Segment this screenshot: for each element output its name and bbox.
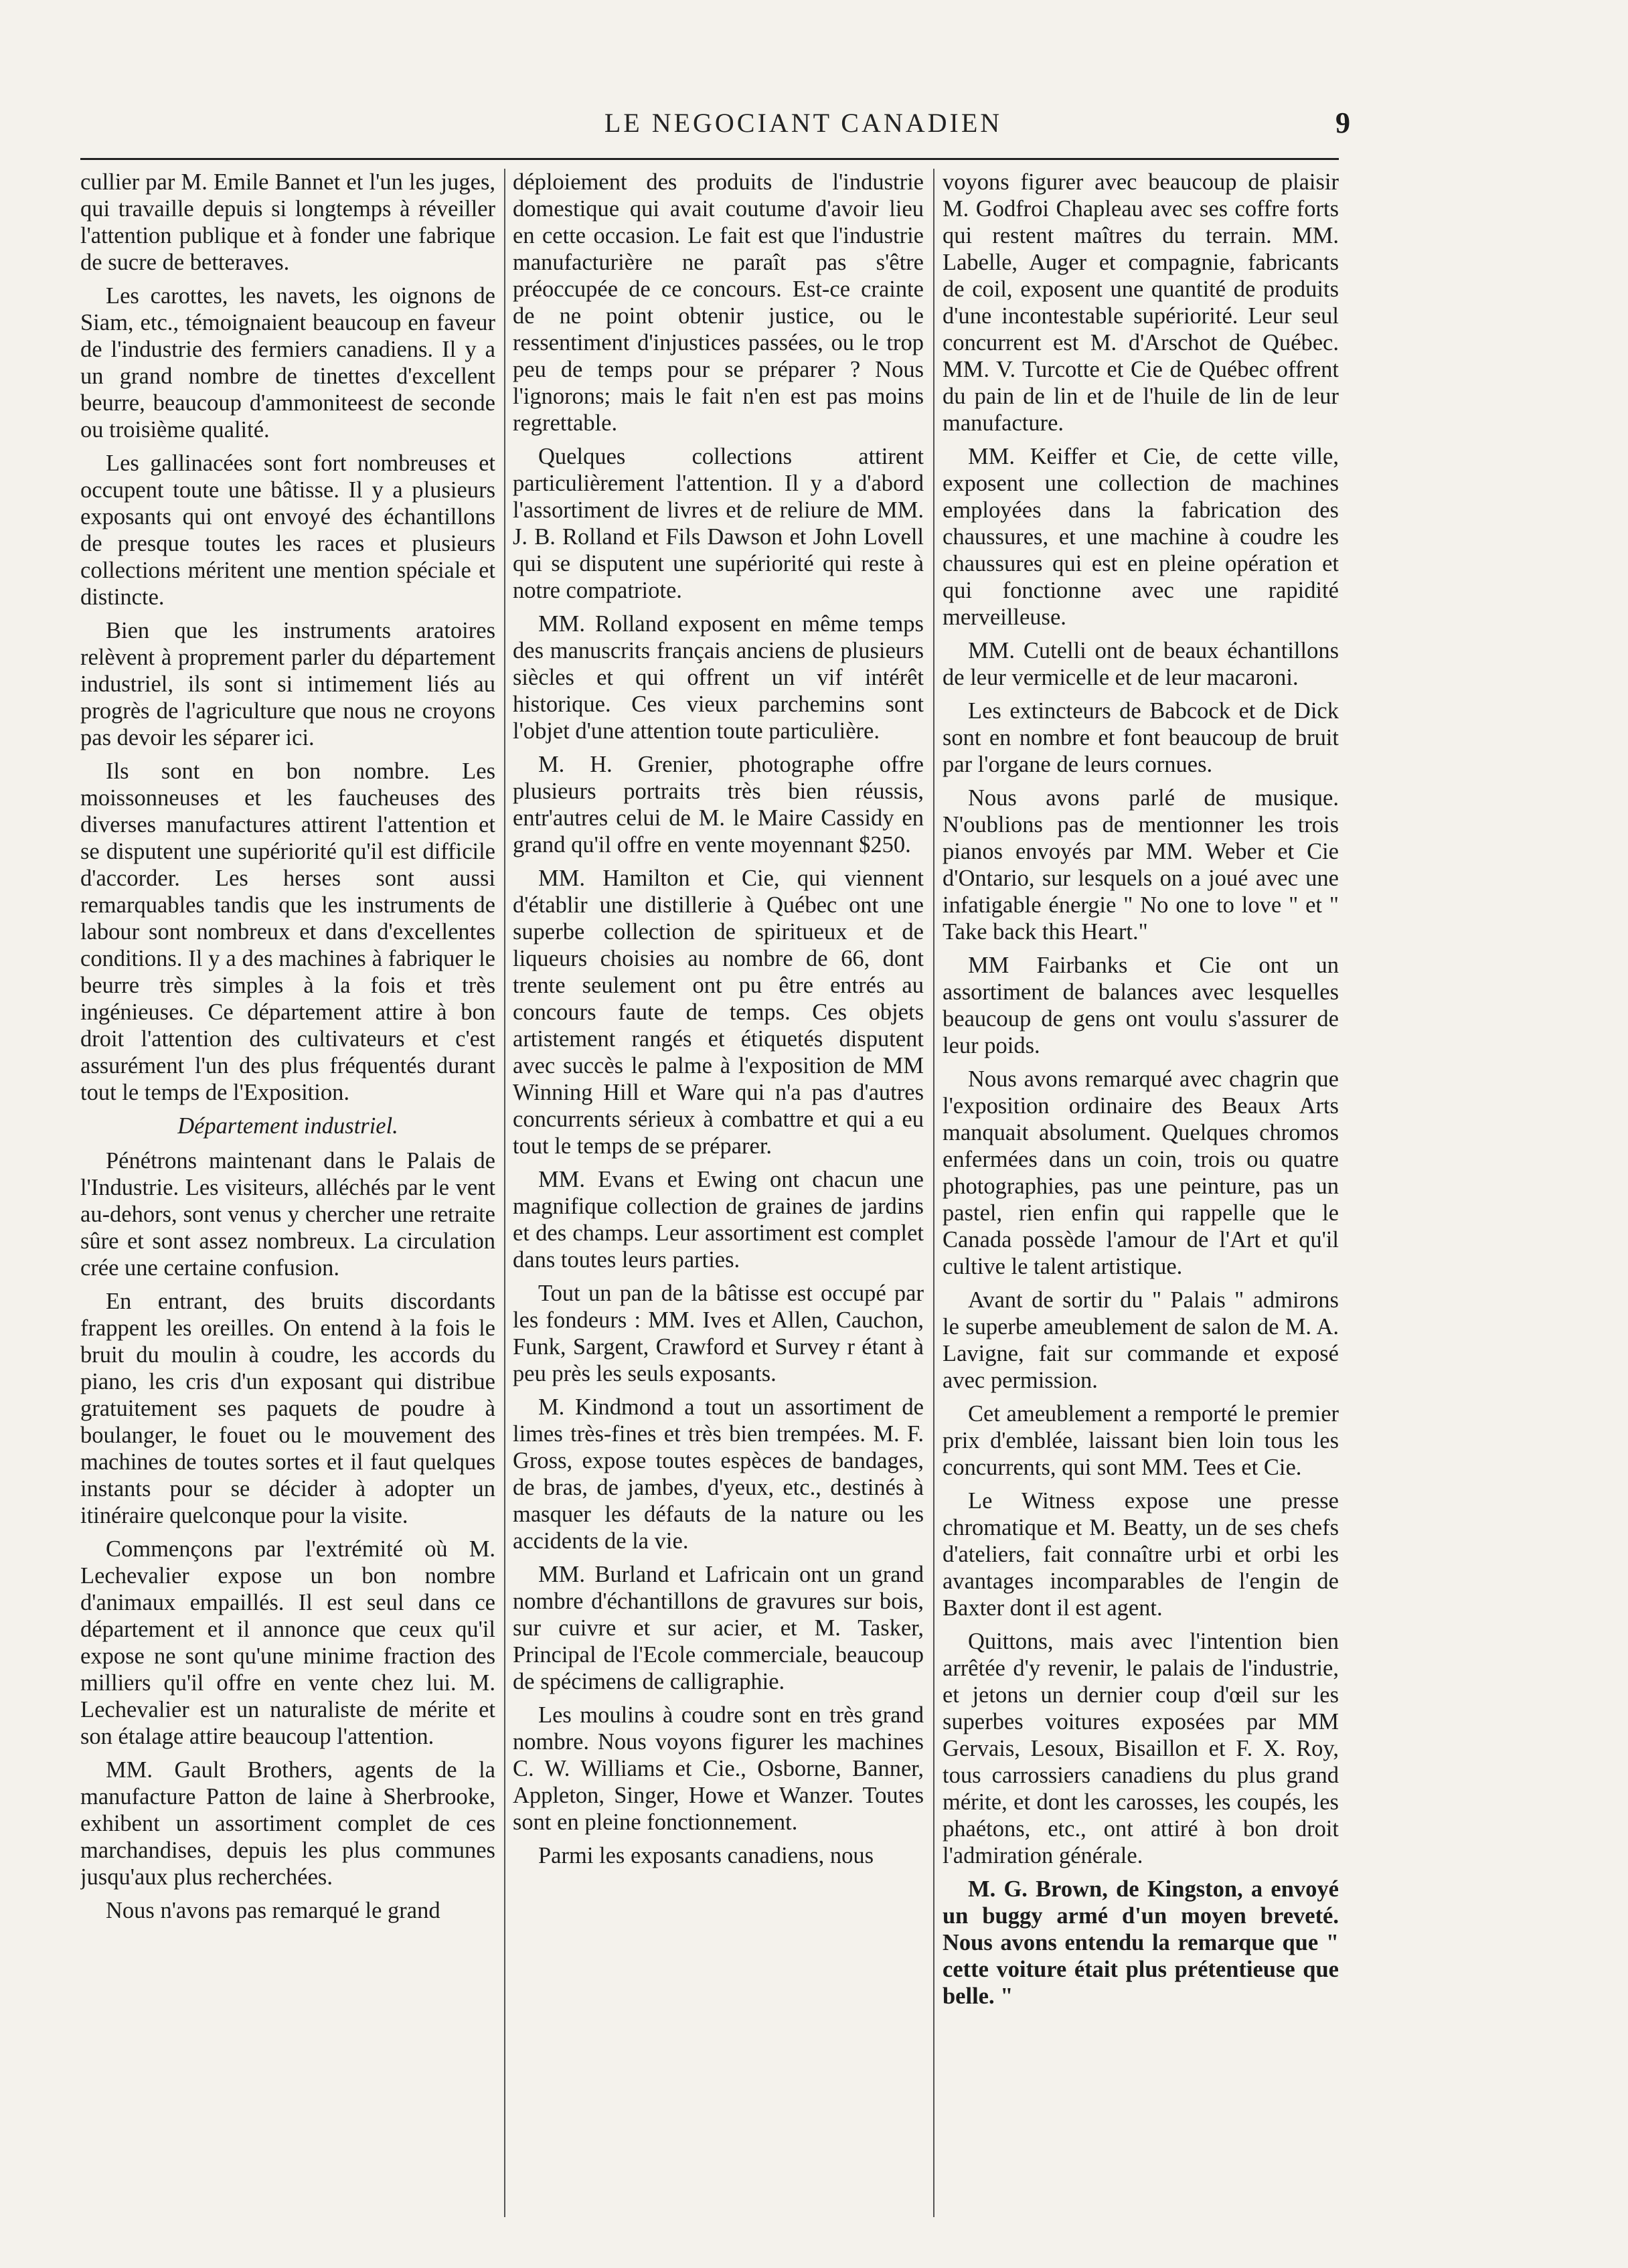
paragraph: MM. Cutelli ont de beaux échantillons de leur vermicelle et de leur macaroni. xyxy=(943,638,1339,690)
paragraph: M. Kindmond a tout un assortiment de limes très-fines et très bien trempées. M. F. Gross, expose toutes espèces de bandages, de bras, de jambes, d'yeux, etc., destinés à masquer les défauts de la nature ou les accidents de la vie. xyxy=(513,1394,924,1554)
running-head: LE NEGOCIANT CANADIEN xyxy=(604,108,1003,138)
header-rule xyxy=(80,158,1339,160)
paragraph: déploiement des produits de l'industrie domestique qui avait coutume d'avoir lieu en cette occasion. Le fait est que l'industrie manufacturière ne paraît pas s'être préoccupée de ce concours. Est-ce crainte de ne point obtenir justice, ou le ressentiment d'injustices passées, ou le trop peu de temps pour se préparer ? Nous l'ignorons; mais le fait n'en est pas moins regrettable. xyxy=(513,169,924,436)
paragraph: Nous avons remarqué avec chagrin que l'exposition ordinaire des Beaux Arts manquait absolument. Quelques chromos enfermées dans un coin, trois ou quatre photographies, pas une peinture, pas un pastel, rien enfin qui rappelle que le Canada possède l'amour de l'Art et qu'il cultive le talent artistique. xyxy=(943,1066,1339,1279)
column-1 xyxy=(80,169,495,2217)
paragraph: M. G. Brown, de Kingston, a envoyé un buggy armé d'un moyen breveté. Nous avons entendu la remarque que " cette voiture était plus prétentieuse que belle. " xyxy=(943,1876,1339,2009)
paragraph: MM. Gault Brothers, agents de la manufacture Patton de laine à Sherbrooke, exhibent un assortiment complet de ces marchandises, depuis les plus communes jusqu'aux plus recherchées. xyxy=(80,1757,495,1890)
paragraph: Avant de sortir du " Palais " admirons le superbe ameublement de salon de M. A. Lavigne, fait sur commande et exposé avec permission. xyxy=(943,1287,1339,1393)
paragraph: Les gallinacées sont fort nombreuses et occupent toute une bâtisse. Il y a plusieurs exposants qui ont envoyé des échantillons de presque toutes les races et plusieurs collections méritent une mention spéciale et distincte. xyxy=(80,451,495,610)
page-number: 9 xyxy=(1335,106,1350,139)
section-heading: Département industriel. xyxy=(177,1113,398,1139)
article-columns xyxy=(80,169,1339,2217)
column-divider xyxy=(504,169,505,2217)
paragraph: MM. Keiffer et Cie, de cette ville, exposent une collection de machines employées dans la fabrication des chaussures, et une machine à coudre les chaussures qui est en pleine opération et qui fonctionne avec une rapidité merveilleuse. xyxy=(943,444,1339,630)
column-3 xyxy=(943,169,1339,2217)
paragraph: Tout un pan de la bâtisse est occupé par les fondeurs : MM. Ives et Allen, Cauchon, Funk, Sargent, Crawford et Survey r étant à peu près les seuls exposants. xyxy=(513,1281,924,1386)
paragraph: Quittons, mais avec l'intention bien arrêtée d'y revenir, le palais de l'industrie, et jetons un dernier coup d'œil sur les superbes voitures exposées par MM Gervais, Lesoux, Bisaillon et F. X. Roy, tous carrossiers canadiens du plus grand mérite, et dont les carosses, les coupés, les phaétons, etc., ont attiré à bon droit l'admiration générale. xyxy=(943,1629,1339,1868)
paragraph: Parmi les exposants canadiens, nous xyxy=(538,1843,874,1868)
paragraph: Ils sont en bon nombre. Les moissonneuses et les faucheuses des diverses manufactures attirent l'attention et se disputent une supériorité qu'il est difficile d'accorder. Les herses sont aussi remarquables tandis que les instruments de labour sont nombreux et dans d'excellentes conditions. Il y a des machines à fabriquer le beurre très simples à la fois et très ingénieuses. Ce département attire à bon droit l'attention des cultivateurs et c'est assurément l'un des plus fréquentés durant tout le temps de l'Exposition. xyxy=(80,758,495,1105)
paragraph: M. H. Grenier, photographe offre plusieurs portraits très bien réussis, entr'autres celui de M. le Maire Cassidy en grand qu'il offre en vente moyennant $250. xyxy=(513,752,924,858)
paragraph: MM Fairbanks et Cie ont un assortiment de balances avec lesquelles beaucoup de gens ont voulu s'assurer de leur poids. xyxy=(943,953,1339,1058)
paragraph: Cet ameublement a remporté le premier prix d'emblée, laissant bien loin tous les concurrents, qui sont MM. Tees et Cie. xyxy=(943,1401,1339,1480)
column-2 xyxy=(513,169,924,2217)
paragraph: Nous avons parlé de musique. N'oublions pas de mentionner les trois pianos envoyés par MM. Weber et Cie d'Ontario, sur lesquels on a joué avec une infatigable énergie " No one to love " et " Take back this Heart." xyxy=(943,785,1339,945)
paragraph: Les moulins à coudre sont en très grand nombre. Nous voyons figurer les machines C. W. Williams et Cie., Osborne, Banner, Appleton, Singer, Howe et Wanzer. Toutes sont en pleine fonctionnement. xyxy=(513,1702,924,1835)
paragraph: MM. Burland et Lafricain ont un grand nombre d'échantillons de gravures sur bois, sur cuivre et sur acier, et M. Tasker, Principal de l'Ecole commerciale, beaucoup de spécimens de calligraphie. xyxy=(513,1562,924,1694)
paragraph: Bien que les instruments aratoires relèvent à proprement parler du département industriel, ils sont si intimement liés au progrès de l'agriculture que nous ne croyons pas devoir les séparer ici. xyxy=(80,618,495,750)
paragraph: voyons figurer avec beaucoup de plaisir M. Godfroi Chapleau avec ses coffre forts qui restent maîtres du terrain. MM. Labelle, Auger et compagnie, fabricants de coil, exposent une quantité de produits d'une incontestable supériorité. Leur seul concurrent est M. d'Arschot de Québec. MM. V. Turcotte et Cie de Québec offrent du pain de lin et de l'huile de lin de leur manufacture. xyxy=(943,169,1339,436)
paragraph: cullier par M. Emile Bannet et l'un les juges, qui travaille depuis si longtemps à réveiller l'attention publique et à fonder une fabrique de sucre de betteraves. xyxy=(80,169,495,275)
paragraph: En entrant, des bruits discordants frappent les oreilles. On entend à la fois le bruit du moulin à coudre, les accords du piano, les cris d'un exposant qui distribue gratuitement ses paquets de poudre à boulanger, le fouet ou le mouvement des machines de toutes sortes et il faut quelques instants pour se décider à adopter un itinéraire quelconque pour la visite. xyxy=(80,1289,495,1528)
paragraph: MM. Hamilton et Cie, qui viennent d'établir une distillerie à Québec ont une superbe collection de spiritueux et de liqueurs choisies au nombre de 66, dont trente seulement ont pu être entrés au concours faute de temps. Ces objets artistement rangés et étiquetés disputent avec succès le palme à l'exposition de MM Winning Hill et Ware qui n'a pas d'autres concurrents sérieux à combattre et qui a eu tout le temps de se préparer. xyxy=(513,866,924,1159)
paragraph: Commençons par l'extrémité où M. Lechevalier expose un bon nombre d'animaux empaillés. Il est seul dans ce département et il annonce que ceux qu'il expose ne sont qu'une minime fraction des milliers qu'il offre en vente chez lui. M. Lechevalier est un naturaliste de mérite et son étalage attire beaucoup l'attention. xyxy=(80,1536,495,1749)
paragraph: Le Witness expose une presse chromatique et M. Beatty, un de ses chefs d'ateliers, fait connaître urbi et orbi les avantages incomparables de l'engin de Baxter dont il est agent. xyxy=(943,1488,1339,1621)
paragraph: Les carottes, les navets, les oignons de Siam, etc., témoignaient beaucoup en faveur de l'industrie des fermiers canadiens. Il y a un grand nombre de tinettes d'excellent beurre, beaucoup d'ammoniteest de seconde ou troisième qualité. xyxy=(80,283,495,442)
paragraph: Les extincteurs de Babcock et de Dick sont en nombre et font beaucoup de bruit par l'organe de leurs cornues. xyxy=(943,698,1339,777)
paragraph: Nous n'avons pas remarqué le grand xyxy=(106,1898,440,1923)
column-divider xyxy=(933,169,934,2217)
paragraph: Quelques collections attirent particulièrement l'attention. Il y a d'abord l'assortiment de livres et de reliure de MM. J. B. Rolland et Fils Dawson et John Lovell qui se disputent une supériorité qui reste à notre compatriote. xyxy=(513,444,924,603)
paragraph: Pénétrons maintenant dans le Palais de l'Industrie. Les visiteurs, alléchés par le vent au-dehors, sont venus y chercher une retraite sûre et sont assez nombreux. La circulation crée une certaine confusion. xyxy=(80,1148,495,1281)
paragraph: MM. Evans et Ewing ont chacun une magnifique collection de graines de jardins et des champs. Leur assortiment est complet dans toutes leurs parties. xyxy=(513,1167,924,1273)
paragraph: MM. Rolland exposent en même temps des manuscrits français anciens de plusieurs siècles et qui offrent un vif intérêt historique. Ces vieux parchemins sont l'objet d'une attention toute particulière. xyxy=(513,611,924,744)
